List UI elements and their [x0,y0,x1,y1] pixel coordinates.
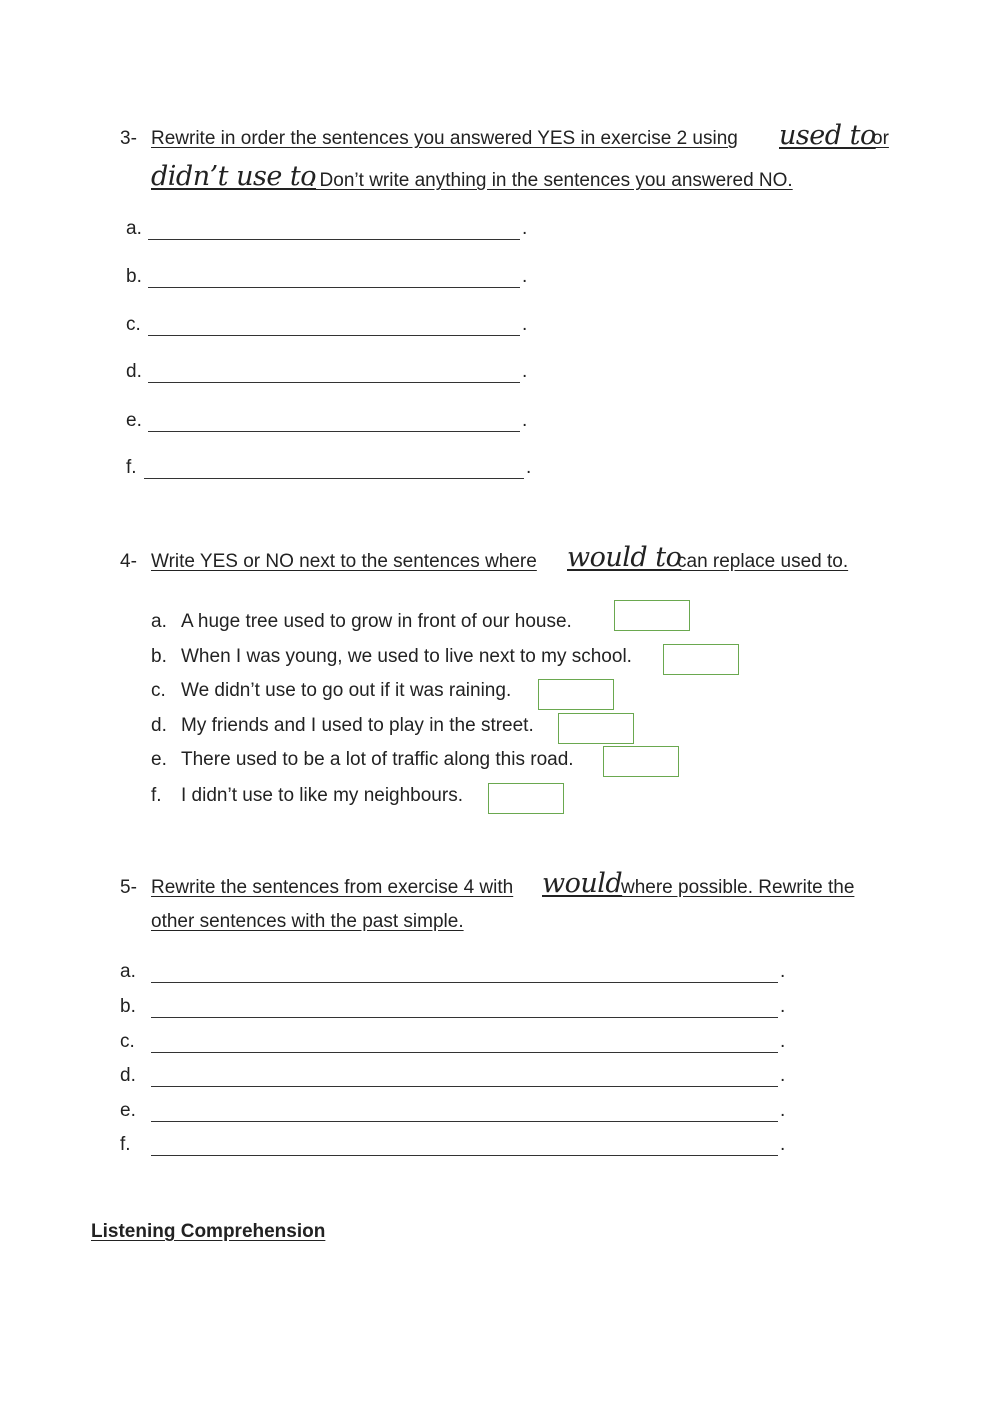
exercise-5-instruction-part2: where possible. Rewrite the [621,877,855,898]
exercise-4-item-letter: b. [151,646,167,667]
exercise-5-answer-row-b[interactable] [120,996,785,1018]
exercise-3-instruction-line2: . Don’t write anything in the sentences you answered NO. [309,170,793,191]
exercise-3-handwritten-used-to: used to [779,120,876,151]
answer-period: . [522,266,528,287]
answer-line[interactable] [148,268,520,288]
answer-line[interactable] [148,220,520,240]
exercise-4-answer-box-c[interactable] [538,679,614,710]
answer-period: . [526,457,532,478]
exercise-3-answer-row-e[interactable] [126,410,527,432]
answer-period: . [780,1065,786,1086]
answer-line[interactable] [151,1067,778,1087]
answer-letter: f. [126,457,137,478]
answer-letter: b. [126,266,142,287]
exercise-5-answer-row-e[interactable] [120,1100,785,1122]
listening-comprehension-heading: Listening Comprehension [91,1221,326,1242]
answer-line[interactable] [151,1102,778,1122]
exercise-3-answer-row-d[interactable] [126,361,527,383]
answer-line[interactable] [144,459,524,479]
exercise-4-answer-box-d[interactable] [558,713,634,744]
answer-line[interactable] [151,1136,778,1156]
answer-line[interactable] [148,412,520,432]
exercise-3-handwritten-didnt-use-to: didn’t use to [151,161,317,192]
answer-period: . [522,314,528,335]
exercise-5-handwritten-would: would [542,868,623,899]
answer-line[interactable] [148,316,520,336]
answer-letter: f. [120,1134,131,1155]
exercise-4-item-letter: c. [151,680,166,701]
answer-period: . [780,1134,786,1155]
answer-line[interactable] [151,998,778,1018]
exercise-4-answer-box-a[interactable] [614,600,690,631]
exercise-4-item-text: I didn’t use to like my neighbours. [181,785,463,806]
answer-letter: b. [120,996,136,1017]
exercise-4-number: 4- [120,551,137,572]
exercise-5-answer-row-a[interactable] [120,961,785,983]
answer-letter: d. [126,361,142,382]
exercise-4-answer-box-b[interactable] [663,644,739,675]
exercise-3-instruction-line1: Rewrite in order the sentences you answered YES in exercise 2 using [151,128,738,149]
exercise-5-answer-row-d[interactable] [120,1065,785,1087]
exercise-3-answer-row-f[interactable] [126,457,531,479]
answer-period: . [780,961,786,982]
exercise-4-item-letter: a. [151,611,167,632]
exercise-5-instruction-part1: Rewrite the sentences from exercise 4 with [151,877,514,898]
answer-period: . [522,410,528,431]
exercise-3-instruction-or: or [872,128,889,149]
exercise-4-item-letter: f. [151,785,162,806]
exercise-4-item-text: A huge tree used to grow in front of our house. [181,611,572,632]
answer-letter: a. [126,218,142,239]
answer-period: . [522,361,528,382]
exercise-3-answer-row-a[interactable] [126,218,527,240]
exercise-4-instruction-part1: Write YES or NO next to the sentences where [151,551,537,572]
answer-letter: c. [120,1031,135,1052]
exercise-4-item-text: My friends and I used to play in the street. [181,715,534,736]
exercise-4-item-letter: e. [151,749,167,770]
exercise-4-answer-box-f[interactable] [488,783,564,814]
answer-period: . [522,218,528,239]
answer-letter: c. [126,314,141,335]
exercise-5-instruction-line2: other sentences with the past simple. [151,911,464,932]
exercise-4-instruction-part2: can replace used to. [677,551,849,572]
exercise-4-answer-box-e[interactable] [603,746,679,777]
exercise-5-answer-row-f[interactable] [120,1134,785,1156]
answer-letter: e. [126,410,142,431]
answer-period: . [780,996,786,1017]
answer-letter: d. [120,1065,136,1086]
answer-period: . [780,1100,786,1121]
exercise-4-item-text: When I was young, we used to live next to my school. [181,646,632,667]
exercise-3-number: 3- [120,128,137,149]
answer-line[interactable] [151,963,778,983]
exercise-4-handwritten-would-to: would to [567,542,682,573]
answer-letter: a. [120,961,136,982]
exercise-3-answer-row-b[interactable] [126,266,527,288]
answer-letter: e. [120,1100,136,1121]
exercise-5-answer-row-c[interactable] [120,1031,785,1053]
answer-line[interactable] [151,1033,778,1053]
answer-period: . [780,1031,786,1052]
exercise-5-number: 5- [120,877,137,898]
answer-line[interactable] [148,363,520,383]
exercise-4-item-text: There used to be a lot of traffic along this road. [181,749,574,770]
exercise-3-answer-row-c[interactable] [126,314,527,336]
exercise-4-item-text: We didn’t use to go out if it was raining. [181,680,512,701]
exercise-4-item-letter: d. [151,715,167,736]
